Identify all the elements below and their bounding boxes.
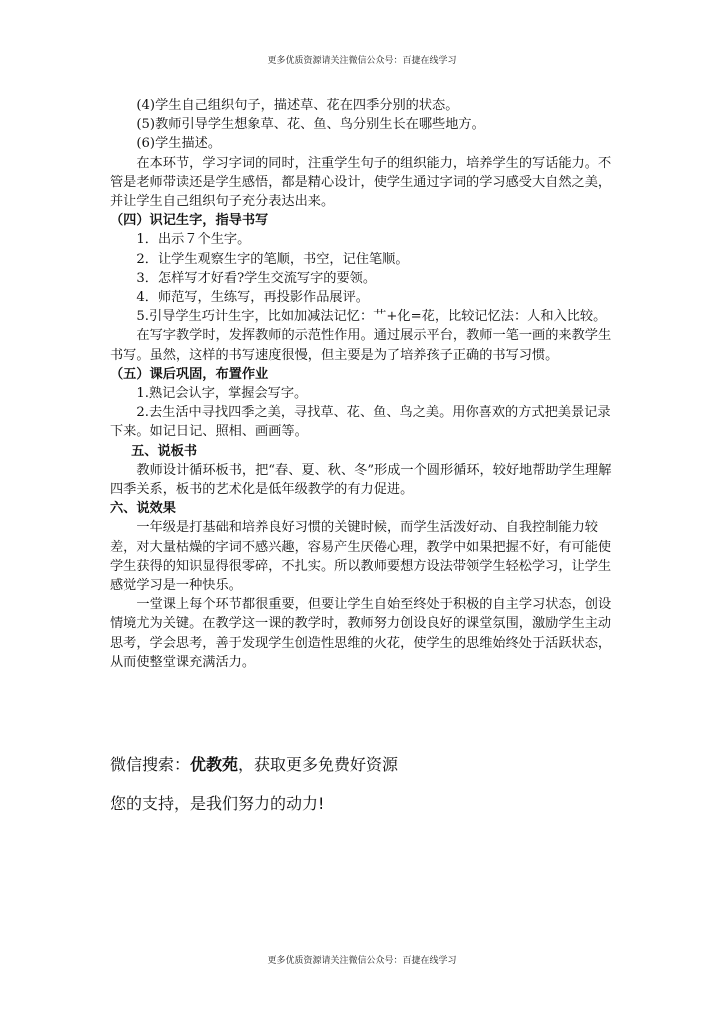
- paragraph: 在本环节，学习字词的同时，注重学生句子的组织能力，培养学生的写话能力。不管是老师带读还是学生感悟，都是精心设计，使学生通过字词的学习感受大自然之美，并让学生自己组织句子充分表达出来。: [110, 155, 612, 210]
- list-item: 5.引导学生巧计生字，比如加减法记忆：艹+化=花，比较记忆法：人和入比较。: [136, 309, 607, 325]
- promo-line-search: [110, 752, 398, 775]
- list-item: 3．怎样写才好看?学生交流写字的要领。: [136, 270, 377, 286]
- promo-line-thanks: 您的支持，是我们努力的动力!: [110, 794, 325, 813]
- paragraph: 教师设计循环板书，把“春、夏、秋、冬”形成一个圆形循环，较好地帮助学生理解四季关系，板书的艺术化是低年级教学的有力促进。: [110, 462, 612, 498]
- promo-brand: 优教苑: [190, 755, 239, 774]
- paragraph: 在写字教学时，发挥教师的示范性作用。通过展示平台，教师一笔一画的来教学生书写。虽然，这样的书写速度很慢，但主要是为了培养孩子正确的书写习惯。: [110, 328, 612, 363]
- promo-suffix: ，获取更多免费好资源: [238, 755, 399, 774]
- list-item: 1.熟记会认字，掌握会写字。: [136, 386, 308, 402]
- list-item: 1．出示７个生字。: [136, 232, 251, 248]
- list-item: 2.去生活中寻找四季之美，寻找草、花、鱼、鸟之美。用你喜欢的方式把美景记录下来。如记日记、照相、画画等。: [110, 405, 611, 440]
- list-item: 2．让学生观察生字的笔顺，书空，记住笔顺。: [136, 251, 409, 267]
- list-item: (6)学生描述。: [136, 136, 222, 152]
- section-heading: （四）识记生字，指导书写: [110, 213, 269, 229]
- list-item: 4．师范写，生练写，再投影作品展评。: [136, 290, 369, 306]
- section-heading: 五、说板书: [131, 443, 198, 459]
- section-heading: 六、说效果: [110, 501, 176, 517]
- paragraph: 一年级是打基础和培养良好习惯的关键时候，而学生活泼好动、自我控制能力较差，对大量枯燥的字词不感兴趣，容易产生厌倦心理，教学中如果把握不好，有可能使学生获得的知识显得很零碎，不扎实。所以教师要想方设法带领学生轻松学习，让学生感觉学习是一种快乐。: [110, 520, 612, 594]
- promo-prefix: 微信搜索：: [110, 755, 191, 774]
- section-heading: （五）课后巩固，布置作业: [110, 366, 269, 382]
- list-item: (5)教师引导学生想象草、花、鱼、鸟分别生长在哪些地方。: [136, 117, 485, 133]
- page-footer: 更多优质资源请关注微信公众号：百捷在线学习: [267, 956, 457, 966]
- paragraph: 一堂课上每个环节都很重要，但要让学生自始至终处于积极的自主学习状态，创设情境尤为关键。在教学这一课的教学时，教师努力创设良好的课堂氛围，激励学生主动思考，学会思考，善于发现学生创造性思维的火花，使学生的思维始终处于活跃状态，从而使整堂课充满活力。: [110, 597, 612, 670]
- document-body: [110, 96, 617, 672]
- list-item: (4)学生自己组织句子，描述草、花在四季分别的状态。: [136, 98, 459, 113]
- page-header: 更多优质资源请关注微信公众号：百捷在线学习: [267, 56, 457, 66]
